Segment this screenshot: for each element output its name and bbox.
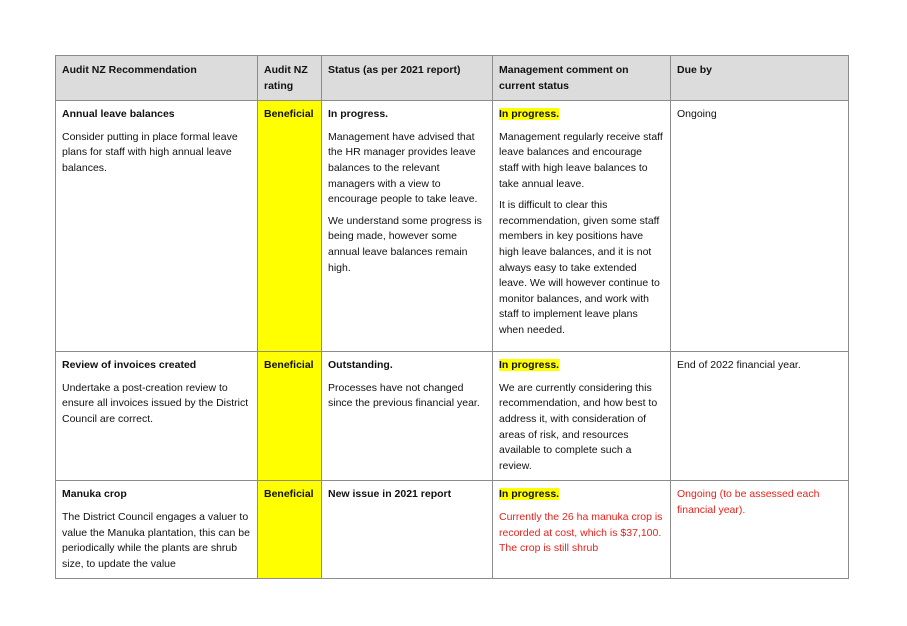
comment-heading: In progress. (499, 359, 560, 372)
status-cell (322, 352, 493, 481)
table-row (56, 352, 849, 481)
comment-heading: In progress. (499, 488, 560, 501)
recommendation-title: Annual leave balances (62, 108, 175, 121)
status-cell (322, 481, 493, 579)
status-paragraph: We understand some progress is being made, however some annual leave balances remain high. (328, 214, 482, 274)
recommendation-cell (56, 481, 258, 579)
due-by-cell: End of 2022 financial year. (671, 352, 849, 481)
header-recommendation: Audit NZ Recommendation (56, 56, 258, 101)
header-rating: Audit NZ rating (258, 56, 322, 101)
management-comment-cell (493, 352, 671, 481)
recommendation-title: Manuka crop (62, 488, 127, 501)
comment-paragraph: Currently the 26 ha manuka crop is recorded at cost, which is $37,100. The crop is still shrub (499, 510, 663, 555)
rating-cell: Beneficial (258, 101, 322, 352)
header-status: Status (as per 2021 report) (322, 56, 493, 101)
comment-paragraph: We are currently considering this recommendation, and how best to address it, with consideration of areas of risk, and resources available to complete such a review. (499, 381, 658, 472)
due-by-cell: Ongoing (to be assessed each financial year). (671, 481, 849, 579)
management-comment-cell (493, 101, 671, 352)
recommendation-text: Undertake a post-creation review to ensure all invoices issued by the District Council are correct. (62, 381, 249, 425)
table-row (56, 481, 849, 579)
audit-recommendations-table (55, 55, 849, 579)
status-heading: In progress. (328, 108, 389, 121)
recommendation-text: The District Council engages a valuer to value the Manuka plantation, this can be periodically while the plants are shrub size, to update the value (62, 510, 250, 570)
rating-cell: Beneficial (258, 481, 322, 579)
status-heading: Outstanding. (328, 359, 393, 372)
recommendation-cell (56, 352, 258, 481)
header-management-comment: Management comment on current status (493, 56, 671, 101)
due-by-cell: Ongoing (671, 101, 849, 352)
status-paragraph: Processes have not changed since the previous financial year. (328, 381, 480, 410)
header-due-by: Due by (671, 56, 849, 101)
comment-heading: In progress. (499, 108, 560, 121)
status-heading: New issue in 2021 report (328, 488, 452, 501)
comment-paragraph: It is difficult to clear this recommendation, given some staff members in key positions have high leave balances, and it is not always easy to take extended leave. We will however continue to monitor balances, and work with staff to implement leave plans when needed. (499, 199, 660, 336)
recommendation-cell (56, 101, 258, 352)
recommendation-text: Consider putting in place formal leave plans for staff with high annual leave balances. (62, 130, 238, 174)
table-row (56, 101, 849, 352)
recommendation-title: Review of invoices created (62, 359, 197, 372)
status-cell (322, 101, 493, 352)
status-paragraph: Management have advised that the HR manager provides leave balances to the relevant managers with a view to encourage people to take leave. (328, 130, 478, 206)
comment-paragraph: Management regularly receive staff leave balances and encourage staff with high leave balances to take annual leave. (499, 130, 663, 190)
table-header-row (56, 56, 849, 101)
management-comment-cell (493, 481, 671, 579)
rating-cell: Beneficial (258, 352, 322, 481)
